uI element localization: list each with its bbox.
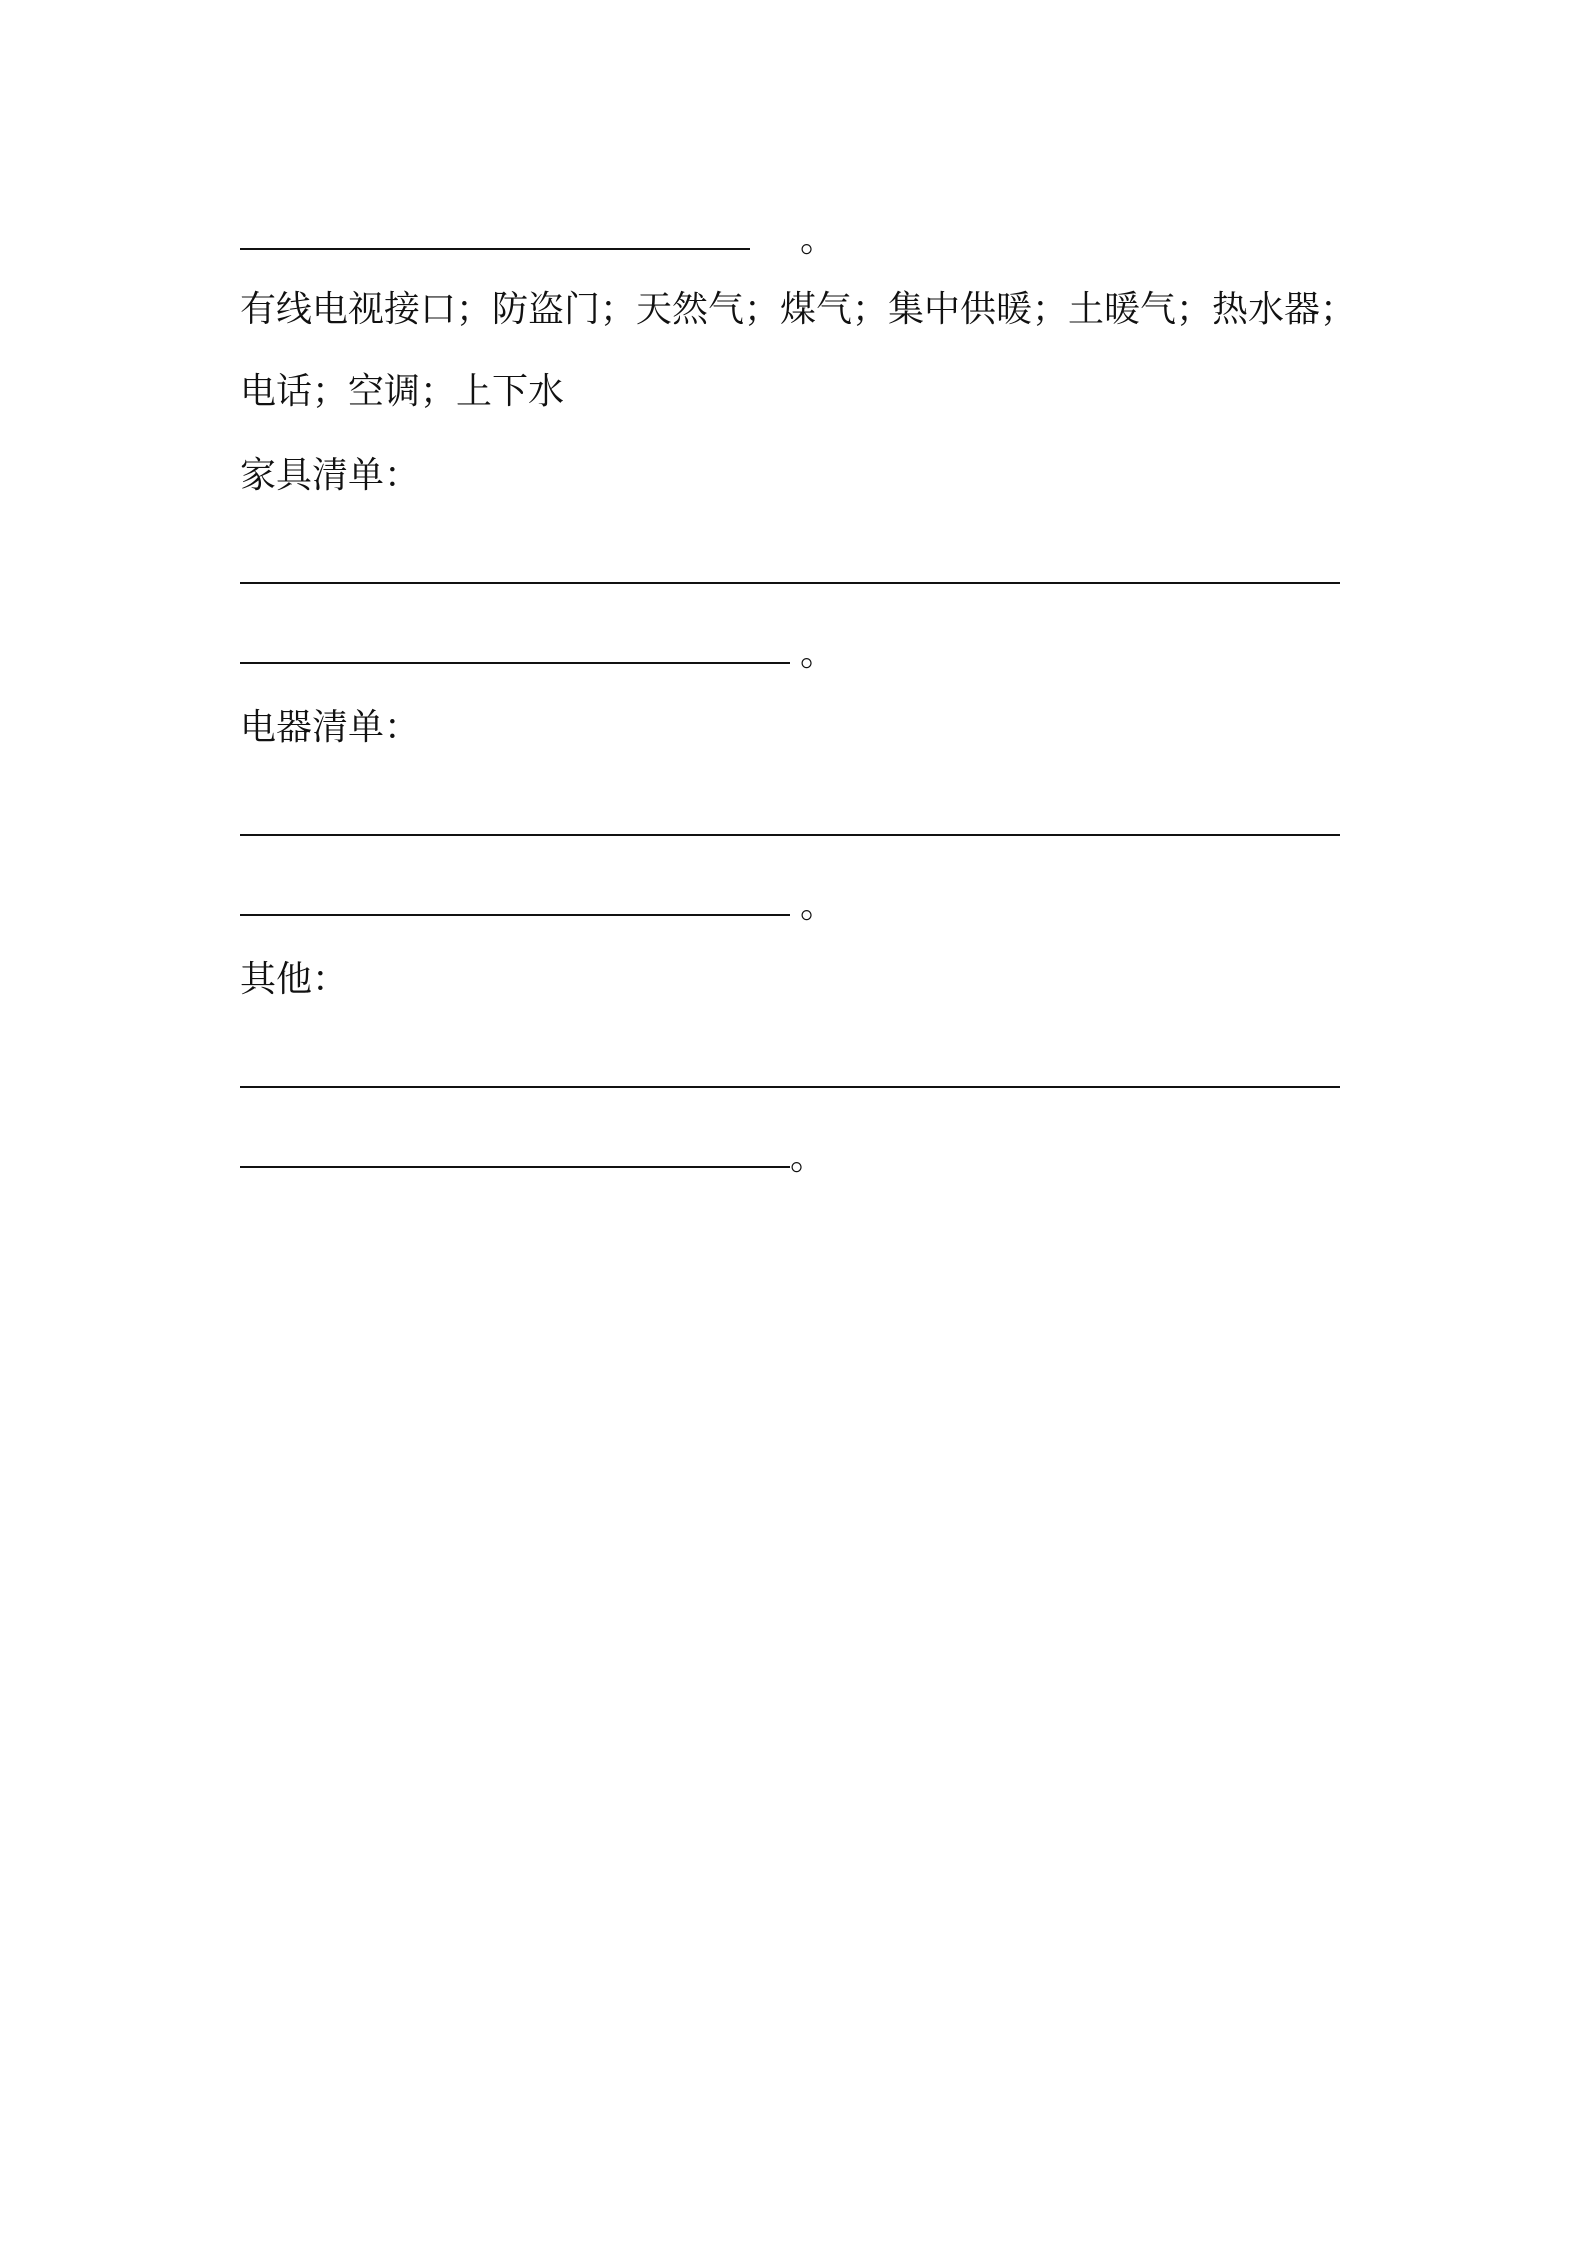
appliances-label: 电器清单：: [240, 707, 421, 748]
furniture-blank-line-2[interactable]: [240, 662, 790, 664]
furniture-period: 。: [800, 633, 837, 674]
furniture-label: 家具清单：: [240, 455, 421, 496]
appliances-blank-line-1[interactable]: [240, 834, 1340, 836]
appliances-blank-line-2[interactable]: [240, 914, 790, 916]
period-1: 。: [800, 219, 837, 260]
other-label: 其他：: [240, 959, 349, 1000]
facilities-line-1: 有线电视接口；防盗门；天然气；煤气；集中供暖；土暖气；热水器；: [240, 289, 1357, 330]
blank-line-1[interactable]: [240, 248, 750, 250]
furniture-blank-line-1[interactable]: [240, 582, 1340, 584]
appliances-period: 。: [800, 885, 837, 926]
facilities-line-2: 电话；空调；上下水: [240, 371, 565, 412]
other-blank-line-1[interactable]: [240, 1086, 1340, 1088]
other-period: 。: [790, 1137, 827, 1178]
other-blank-line-2[interactable]: [240, 1166, 790, 1168]
